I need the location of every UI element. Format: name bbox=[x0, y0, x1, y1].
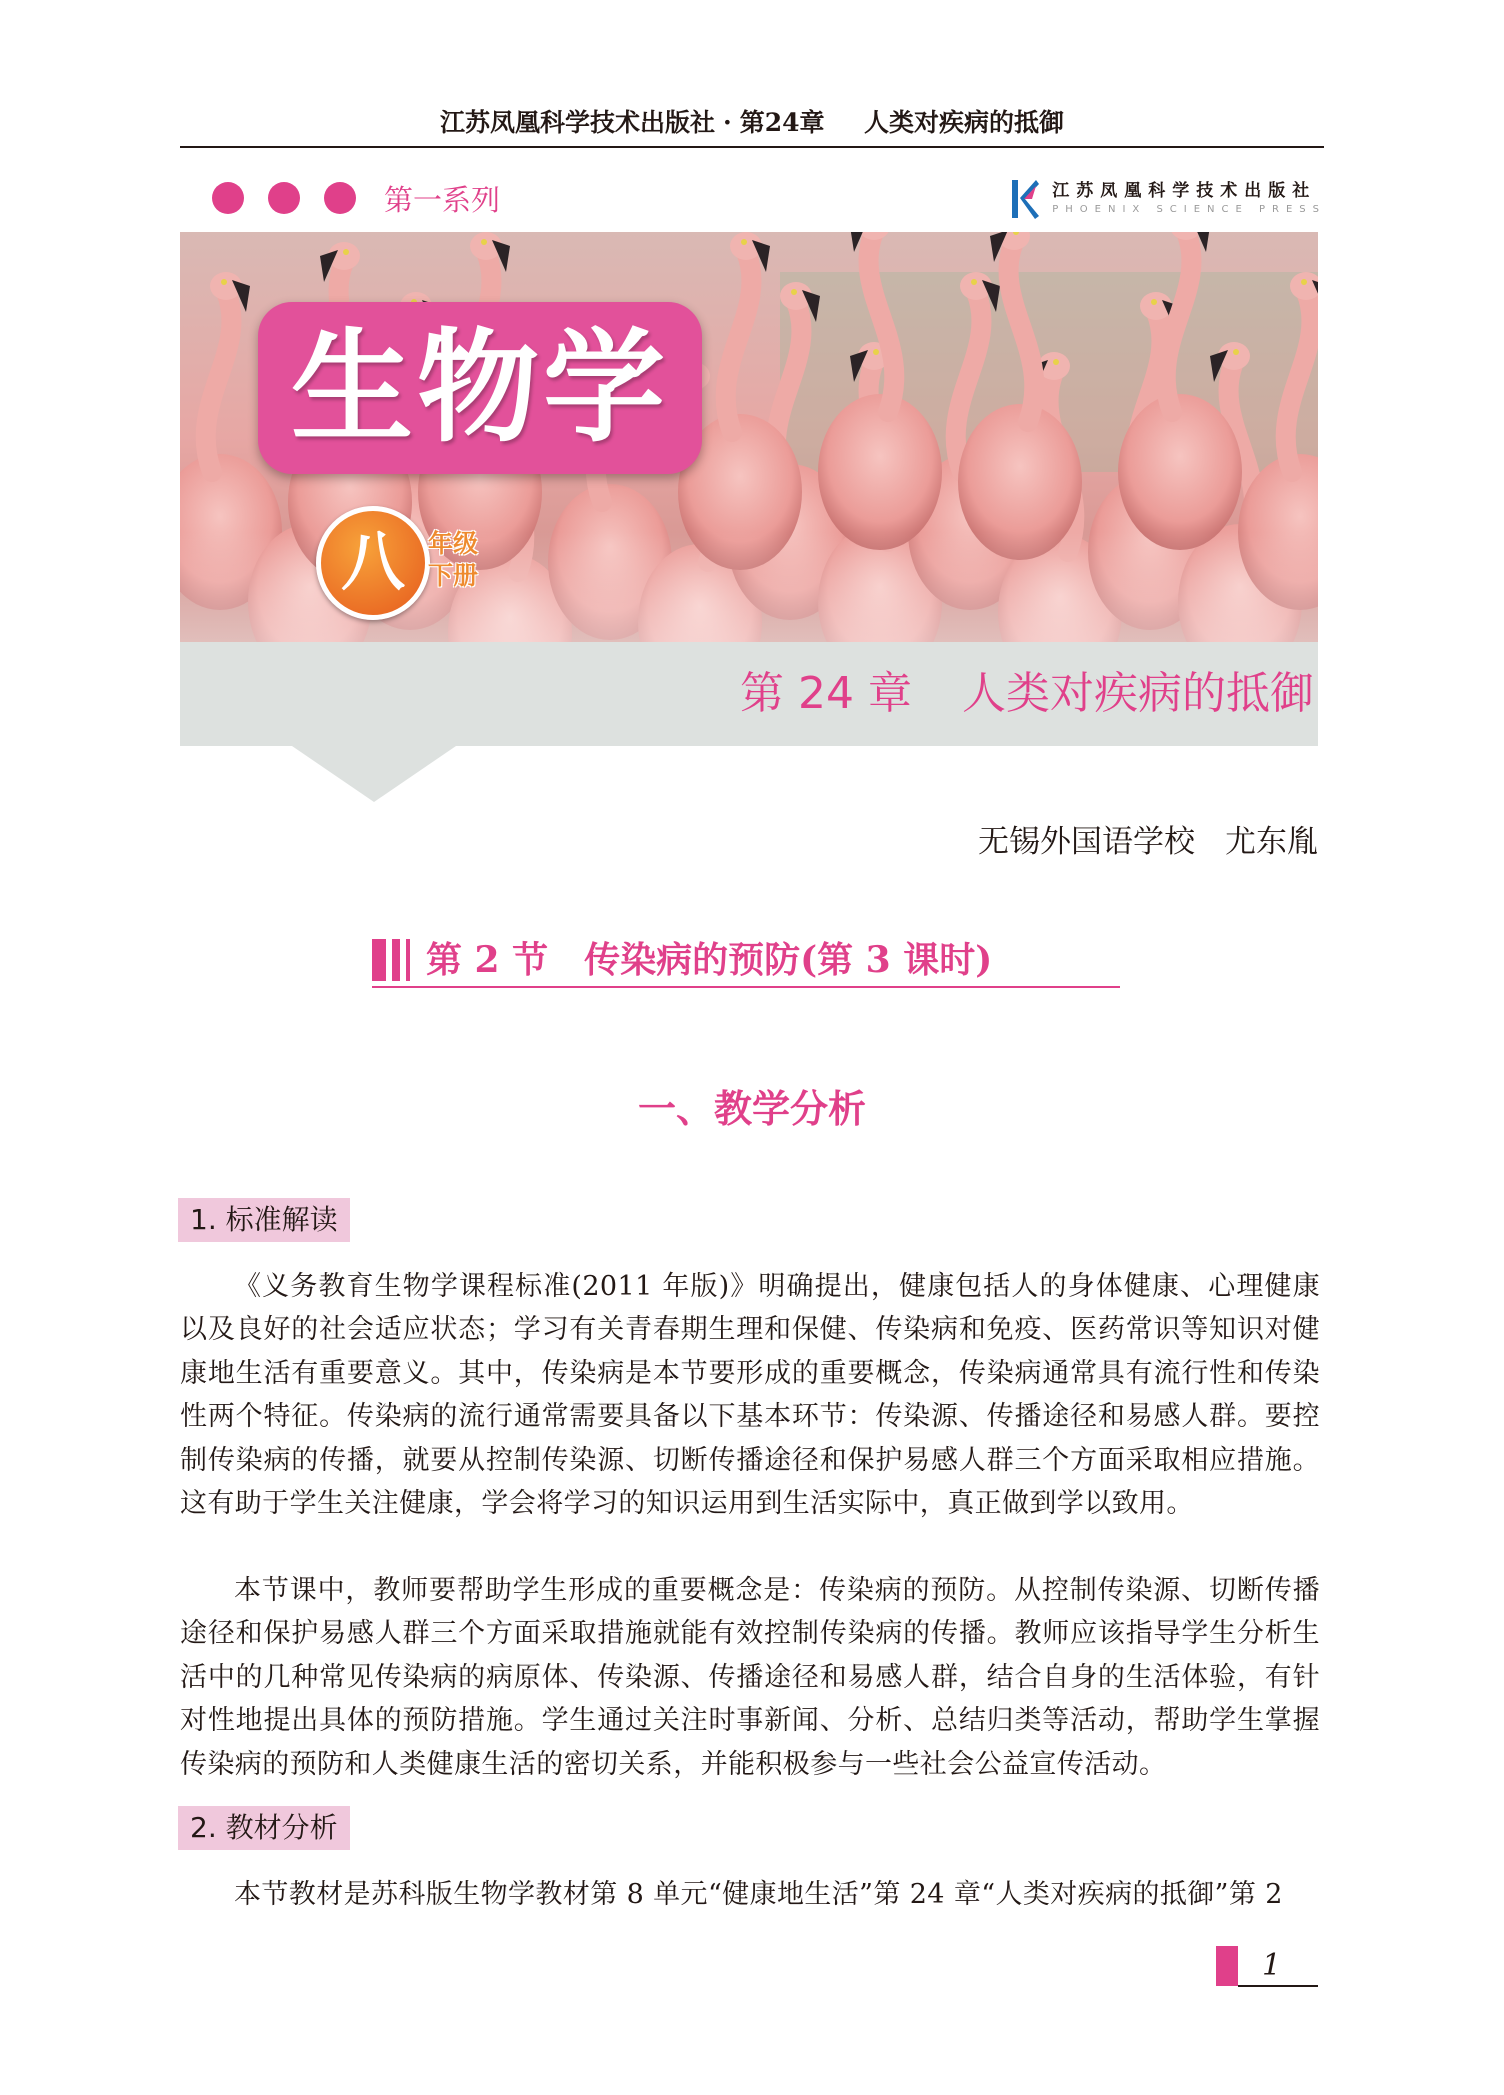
chapter-band-pointer bbox=[292, 746, 456, 802]
part-heading: 一、教学分析 bbox=[637, 1086, 866, 1131]
subsection-heading: 1. 标准解读 bbox=[178, 1198, 350, 1242]
series-dot bbox=[324, 182, 356, 214]
grade-line2: 下册 bbox=[428, 561, 479, 590]
series-row bbox=[212, 176, 500, 220]
chapter-title bbox=[740, 664, 1314, 724]
chapter-number: 第 24 章 bbox=[740, 668, 912, 719]
running-header-separator: · bbox=[723, 108, 732, 137]
body-paragraph: 本节教材是苏科版生物学教材第 8 单元“健康地生活”第 24 章“人类对疾病的抵御”第 2 bbox=[234, 1879, 1283, 1910]
body-paragraph: 本节课中，教师要帮助学生形成的重要概念是：传染病的预防。从控制传染源、切断传播途径和保护易感人群三个方面采取措施就能有效控制传染病的传播。教师应该指导学生分析生活中的几种常见传染病的病原体、传染源、传播途径和易感人群，结合自身的生活体验，有针对性地提出具体的预防措施。学生通过关注时事新闻、分析、总结归类等活动，帮助学生掌握传染病的预防和人类健康生活的密切关系，并能积极参与一些社会公益宣传活动。 bbox=[180, 1575, 1320, 1780]
body-paragraph: 《义务教育生物学课程标准(2011 年版)》明确提出，健康包括人的身体健康、心理健康以及良好的社会适应状态；学习有关青春期生理和保健、传染病和免疫、医药常识等知识对健康地生活有重要意义。其中，传染病是本节要形成的重要概念，传染病通常具有流行性和传染性两个特征。传染病的流行通常需要具备以下基本环节：传染源、传播途径和易感人群。要控制传染病的传播，就要从控制传染源、切断传播途径和保护易感人群三个方面采取相应措施。这有助于学生关注健康，学会将学习的知识运用到生活实际中，真正做到学以致用。 bbox=[180, 1271, 1320, 1520]
book-title: 生物学 bbox=[291, 317, 669, 459]
series-dot bbox=[268, 182, 300, 214]
heading-bar-decoration bbox=[392, 939, 400, 981]
chapter-name: 人类对疾病的抵御 bbox=[962, 668, 1314, 719]
publisher-logo-icon bbox=[1010, 176, 1040, 222]
heading-bar-decoration bbox=[406, 939, 410, 981]
running-header-chapter-title: 人类对疾病的抵御 bbox=[863, 108, 1064, 137]
grade-text bbox=[428, 528, 478, 592]
page-number: 1 bbox=[1262, 1948, 1282, 1983]
grade-line1: 年级 bbox=[428, 529, 479, 558]
grade-badge bbox=[316, 506, 430, 620]
book-title-box bbox=[258, 302, 702, 474]
publisher-logo bbox=[1010, 176, 1326, 222]
publisher-name-en: PHOENIX SCIENCE PRESS bbox=[1052, 204, 1326, 215]
subsection-heading: 2. 教材分析 bbox=[178, 1806, 350, 1850]
heading-bar-decoration bbox=[372, 939, 386, 981]
publisher-name-cn: 江苏凤凰科学技术出版社 bbox=[1052, 181, 1317, 201]
series-label: 第一系列 bbox=[384, 182, 501, 217]
series-dot bbox=[212, 182, 244, 214]
running-header-chapter: 第24章 bbox=[739, 108, 825, 137]
section-heading-text: 第 2 节 传染病的预防(第 3 课时) bbox=[426, 939, 993, 981]
page-number-bar bbox=[1216, 1946, 1238, 1986]
running-header bbox=[180, 100, 1324, 148]
running-header-publisher: 江苏凤凰科学技术出版社 bbox=[440, 108, 716, 137]
author-name: 尤东胤 bbox=[1225, 824, 1318, 860]
author-line bbox=[978, 822, 1318, 862]
section-heading bbox=[372, 934, 1120, 988]
grade-char: 八 bbox=[341, 526, 405, 600]
author-school: 无锡外国语学校 bbox=[978, 824, 1195, 860]
